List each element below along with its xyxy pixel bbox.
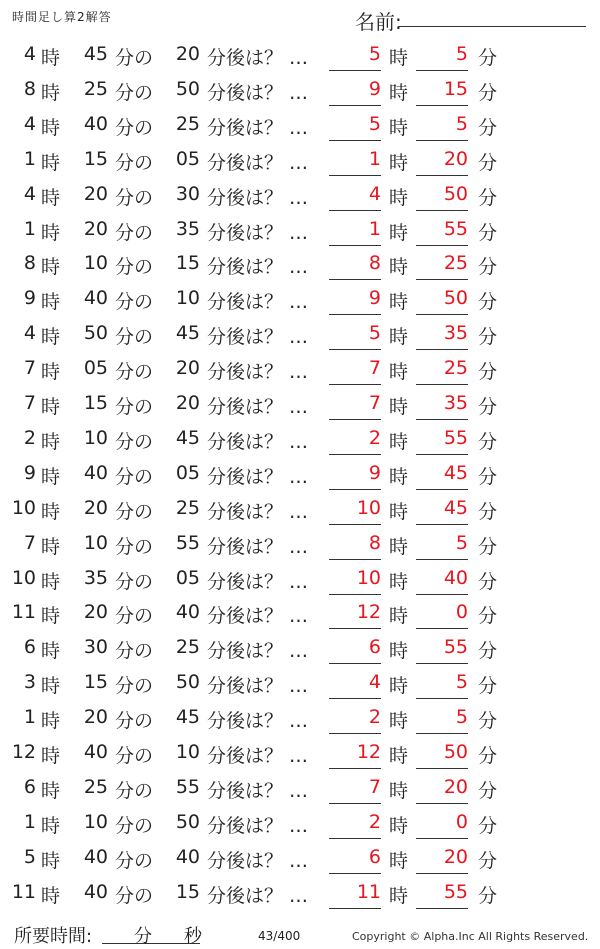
problem-start-hour: 11 bbox=[11, 880, 36, 903]
page-number: 43/400 bbox=[258, 929, 301, 943]
question-label: 分後は？ … bbox=[207, 884, 309, 907]
problem-start-minute: 10 bbox=[83, 426, 108, 449]
question-label: 分後は？ … bbox=[207, 465, 309, 488]
answer-hour-unit-label: 時 bbox=[389, 745, 409, 767]
question-label: 分後は？ … bbox=[207, 256, 309, 279]
question-label: 分後は？ … bbox=[207, 675, 309, 698]
answer-hour: 4 bbox=[329, 183, 381, 211]
minute-of-label: 分の bbox=[115, 675, 154, 698]
problem-start-hour: 3 bbox=[23, 671, 36, 694]
problem-row bbox=[0, 842, 600, 877]
answer-minute-unit-label: 分 bbox=[478, 745, 498, 767]
problem-start-hour: 7 bbox=[23, 392, 36, 414]
minute-of-label: 分の bbox=[115, 745, 154, 767]
answer-hour-unit-label: 時 bbox=[389, 710, 409, 733]
problem-start-minute: 35 bbox=[83, 566, 108, 589]
problem-start-minute: 15 bbox=[83, 671, 108, 694]
name-label: 名前: bbox=[355, 10, 402, 34]
question-label: 分後は？ … bbox=[207, 605, 309, 628]
answer-hour: 9 bbox=[329, 462, 381, 490]
problem-row bbox=[0, 179, 600, 214]
hour-label: 時 bbox=[41, 779, 61, 802]
question-label: 分後は？ … bbox=[207, 640, 309, 663]
answer-hour-unit-label: 時 bbox=[389, 465, 409, 488]
hour-label: 時 bbox=[41, 361, 61, 384]
question-label: 分後は？ … bbox=[207, 745, 309, 767]
answer-minute-unit-label: 分 bbox=[478, 81, 498, 104]
answer-hour: 2 bbox=[329, 811, 381, 839]
hour-label: 時 bbox=[41, 396, 61, 418]
problem-start-minute: 10 bbox=[83, 252, 108, 275]
hour-label: 時 bbox=[41, 710, 61, 733]
minute-of-label: 分の bbox=[115, 849, 154, 872]
answer-minute-unit-label: 分 bbox=[478, 361, 498, 384]
answer-minute: 20 bbox=[416, 776, 468, 804]
question-label: 分後は？ … bbox=[207, 291, 309, 314]
problem-start-minute: 45 bbox=[83, 43, 108, 65]
time-required-min-label: 分 bbox=[134, 926, 152, 947]
hour-label: 時 bbox=[41, 256, 61, 279]
answer-minute-unit-label: 分 bbox=[478, 465, 498, 488]
problem-add-minutes: 30 bbox=[175, 182, 200, 205]
answer-hour-unit-label: 時 bbox=[389, 535, 409, 558]
problem-add-minutes: 35 bbox=[175, 217, 200, 240]
minute-of-label: 分の bbox=[115, 710, 154, 733]
problem-start-minute: 15 bbox=[83, 147, 108, 170]
problem-start-hour: 8 bbox=[23, 252, 36, 275]
problem-start-hour: 9 bbox=[23, 287, 36, 310]
answer-minute: 50 bbox=[416, 183, 468, 211]
problem-start-minute: 20 bbox=[83, 182, 108, 205]
answer-hour: 12 bbox=[329, 741, 381, 769]
answer-hour: 5 bbox=[329, 113, 381, 141]
answer-minute: 5 bbox=[416, 43, 468, 71]
problem-start-hour: 4 bbox=[23, 43, 36, 65]
problem-start-minute: 30 bbox=[83, 636, 108, 659]
answer-hour-unit-label: 時 bbox=[389, 186, 409, 209]
answer-hour-unit-label: 時 bbox=[389, 884, 409, 907]
problem-start-hour: 1 bbox=[23, 147, 36, 170]
problem-add-minutes: 25 bbox=[175, 112, 200, 135]
answer-hour: 4 bbox=[329, 671, 381, 699]
question-label: 分後は？ … bbox=[207, 814, 309, 837]
problem-start-minute: 40 bbox=[83, 880, 108, 903]
problem-row bbox=[0, 563, 600, 598]
problem-start-hour: 1 bbox=[23, 217, 36, 240]
answer-hour: 9 bbox=[329, 78, 381, 106]
answer-hour: 2 bbox=[329, 706, 381, 734]
answer-minute: 20 bbox=[416, 846, 468, 874]
problem-start-minute: 20 bbox=[83, 601, 108, 624]
problem-start-hour: 4 bbox=[23, 322, 36, 345]
answer-minute-unit-label: 分 bbox=[478, 500, 498, 523]
problem-row bbox=[0, 109, 600, 144]
problem-start-hour: 7 bbox=[23, 357, 36, 380]
problem-add-minutes: 15 bbox=[175, 880, 200, 903]
problem-row bbox=[0, 318, 600, 353]
minute-of-label: 分の bbox=[115, 221, 154, 244]
answer-hour-unit-label: 時 bbox=[389, 361, 409, 384]
problem-start-hour: 4 bbox=[23, 182, 36, 205]
problem-row bbox=[0, 772, 600, 807]
problem-row bbox=[0, 807, 600, 842]
problem-add-minutes: 55 bbox=[175, 775, 200, 798]
answer-minute: 40 bbox=[416, 567, 468, 595]
problem-add-minutes: 50 bbox=[175, 810, 200, 833]
problem-add-minutes: 45 bbox=[175, 706, 200, 729]
problem-add-minutes: 25 bbox=[175, 636, 200, 659]
problem-start-hour: 11 bbox=[11, 601, 36, 624]
answer-minute-unit-label: 分 bbox=[478, 151, 498, 174]
answer-minute: 35 bbox=[416, 322, 468, 350]
minute-of-label: 分の bbox=[115, 81, 154, 104]
hour-label: 時 bbox=[41, 151, 61, 174]
minute-of-label: 分の bbox=[115, 465, 154, 488]
question-label: 分後は？ … bbox=[207, 151, 309, 174]
problem-start-minute: 20 bbox=[83, 706, 108, 729]
question-label: 分後は？ … bbox=[207, 326, 309, 349]
hour-label: 時 bbox=[41, 116, 61, 139]
answer-hour: 8 bbox=[329, 532, 381, 560]
answer-hour-unit-label: 時 bbox=[389, 849, 409, 872]
question-label: 分後は？ … bbox=[207, 779, 309, 802]
answer-minute: 50 bbox=[416, 741, 468, 769]
question-label: 分後は？ … bbox=[207, 430, 309, 453]
problem-start-hour: 10 bbox=[11, 566, 36, 589]
answer-hour: 10 bbox=[329, 567, 381, 595]
answer-minute: 45 bbox=[416, 497, 468, 525]
hour-label: 時 bbox=[41, 221, 61, 244]
answer-hour: 6 bbox=[329, 846, 381, 874]
answer-hour: 9 bbox=[329, 287, 381, 315]
hour-label: 時 bbox=[41, 47, 61, 69]
minute-of-label: 分の bbox=[115, 47, 154, 69]
problem-add-minutes: 55 bbox=[175, 531, 200, 554]
problem-start-minute: 40 bbox=[83, 741, 108, 763]
answer-hour: 6 bbox=[329, 636, 381, 664]
hour-label: 時 bbox=[41, 570, 61, 593]
problem-start-minute: 25 bbox=[83, 775, 108, 798]
question-label: 分後は？ … bbox=[207, 535, 309, 558]
problem-row bbox=[0, 458, 600, 493]
answer-hour: 2 bbox=[329, 427, 381, 455]
problem-row bbox=[0, 493, 600, 528]
problem-add-minutes: 15 bbox=[175, 252, 200, 275]
question-label: 分後は？ … bbox=[207, 570, 309, 593]
answer-hour-unit-label: 時 bbox=[389, 151, 409, 174]
problem-add-minutes: 05 bbox=[175, 147, 200, 170]
problem-add-minutes: 10 bbox=[175, 741, 200, 763]
name-field-line[interactable] bbox=[398, 26, 586, 27]
answer-hour-unit-label: 時 bbox=[389, 81, 409, 104]
answer-hour-unit-label: 時 bbox=[389, 326, 409, 349]
problem-start-hour: 6 bbox=[23, 636, 36, 659]
worksheet-title: 時間足し算2解答 bbox=[12, 10, 112, 24]
answer-hour-unit-label: 時 bbox=[389, 500, 409, 523]
hour-label: 時 bbox=[41, 675, 61, 698]
hour-label: 時 bbox=[41, 81, 61, 104]
answer-hour-unit-label: 時 bbox=[389, 221, 409, 244]
problem-start-hour: 6 bbox=[23, 775, 36, 798]
hour-label: 時 bbox=[41, 291, 61, 314]
question-label: 分後は？ … bbox=[207, 710, 309, 733]
problem-row bbox=[0, 283, 600, 318]
answer-minute-unit-label: 分 bbox=[478, 640, 498, 663]
time-required-sec-label: 秒 bbox=[184, 926, 202, 947]
problem-row bbox=[0, 353, 600, 388]
minute-of-label: 分の bbox=[115, 500, 154, 523]
problem-add-minutes: 20 bbox=[175, 392, 200, 414]
hour-label: 時 bbox=[41, 465, 61, 488]
answer-hour-unit-label: 時 bbox=[389, 256, 409, 279]
problem-row bbox=[0, 667, 600, 702]
problem-start-minute: 40 bbox=[83, 461, 108, 484]
answer-minute: 35 bbox=[416, 392, 468, 420]
problem-row bbox=[0, 74, 600, 109]
problem-start-hour: 12 bbox=[11, 741, 36, 763]
answer-minute: 45 bbox=[416, 462, 468, 490]
answer-hour: 10 bbox=[329, 497, 381, 525]
answer-minute-unit-label: 分 bbox=[478, 430, 498, 453]
minute-of-label: 分の bbox=[115, 361, 154, 384]
answer-hour-unit-label: 時 bbox=[389, 430, 409, 453]
answer-minute-unit-label: 分 bbox=[478, 396, 498, 418]
problem-row bbox=[0, 388, 600, 423]
answer-minute: 55 bbox=[416, 636, 468, 664]
problem-row bbox=[0, 702, 600, 737]
problem-row bbox=[0, 423, 600, 458]
minute-of-label: 分の bbox=[115, 396, 154, 418]
answer-minute: 5 bbox=[416, 532, 468, 560]
minute-of-label: 分の bbox=[115, 570, 154, 593]
answer-minute-unit-label: 分 bbox=[478, 710, 498, 733]
problem-add-minutes: 10 bbox=[175, 287, 200, 310]
minute-of-label: 分の bbox=[115, 779, 154, 802]
answer-hour: 1 bbox=[329, 218, 381, 246]
question-label: 分後は？ … bbox=[207, 186, 309, 209]
problem-start-minute: 10 bbox=[83, 810, 108, 833]
problem-row bbox=[0, 214, 600, 249]
answer-minute-unit-label: 分 bbox=[478, 291, 498, 314]
answer-hour: 5 bbox=[329, 322, 381, 350]
question-label: 分後は？ … bbox=[207, 47, 309, 69]
problem-add-minutes: 40 bbox=[175, 601, 200, 624]
hour-label: 時 bbox=[41, 640, 61, 663]
answer-minute: 50 bbox=[416, 287, 468, 315]
problem-start-hour: 10 bbox=[11, 496, 36, 519]
problem-add-minutes: 40 bbox=[175, 845, 200, 868]
answer-minute: 5 bbox=[416, 113, 468, 141]
problem-start-hour: 7 bbox=[23, 531, 36, 554]
problem-row bbox=[0, 248, 600, 283]
hour-label: 時 bbox=[41, 326, 61, 349]
problem-add-minutes: 20 bbox=[175, 43, 200, 65]
problem-start-hour: 5 bbox=[23, 845, 36, 868]
problem-start-minute: 25 bbox=[83, 77, 108, 100]
answer-hour-unit-label: 時 bbox=[389, 291, 409, 314]
answer-hour: 1 bbox=[329, 148, 381, 176]
answer-hour-unit-label: 時 bbox=[389, 675, 409, 698]
problem-start-minute: 20 bbox=[83, 496, 108, 519]
minute-of-label: 分の bbox=[115, 640, 154, 663]
question-label: 分後は？ … bbox=[207, 396, 309, 418]
problem-add-minutes: 05 bbox=[175, 566, 200, 589]
answer-hour-unit-label: 時 bbox=[389, 640, 409, 663]
problem-start-minute: 05 bbox=[83, 357, 108, 380]
problem-start-minute: 20 bbox=[83, 217, 108, 240]
problem-start-hour: 2 bbox=[23, 426, 36, 449]
answer-minute-unit-label: 分 bbox=[478, 256, 498, 279]
hour-label: 時 bbox=[41, 849, 61, 872]
minute-of-label: 分の bbox=[115, 535, 154, 558]
problem-add-minutes: 50 bbox=[175, 77, 200, 100]
minute-of-label: 分の bbox=[115, 291, 154, 314]
hour-label: 時 bbox=[41, 500, 61, 523]
question-label: 分後は？ … bbox=[207, 116, 309, 139]
question-label: 分後は？ … bbox=[207, 221, 309, 244]
answer-minute-unit-label: 分 bbox=[478, 605, 498, 628]
answer-hour: 7 bbox=[329, 357, 381, 385]
hour-label: 時 bbox=[41, 605, 61, 628]
minute-of-label: 分の bbox=[115, 256, 154, 279]
minute-of-label: 分の bbox=[115, 151, 154, 174]
minute-of-label: 分の bbox=[115, 326, 154, 349]
answer-hour-unit-label: 時 bbox=[389, 396, 409, 418]
answer-minute: 5 bbox=[416, 706, 468, 734]
hour-label: 時 bbox=[41, 884, 61, 907]
problem-start-hour: 1 bbox=[23, 706, 36, 729]
minute-of-label: 分の bbox=[115, 884, 154, 907]
answer-minute-unit-label: 分 bbox=[478, 779, 498, 802]
problem-start-minute: 40 bbox=[83, 287, 108, 310]
copyright-notice: Copyright © Alpha.Inc All Rights Reserved. bbox=[352, 930, 589, 943]
problem-row bbox=[0, 597, 600, 632]
answer-minute-unit-label: 分 bbox=[478, 675, 498, 698]
problem-row bbox=[0, 877, 600, 912]
problem-start-minute: 40 bbox=[83, 845, 108, 868]
answer-minute: 55 bbox=[416, 218, 468, 246]
answer-minute: 55 bbox=[416, 881, 468, 909]
minute-of-label: 分の bbox=[115, 116, 154, 139]
problem-row bbox=[0, 737, 600, 772]
hour-label: 時 bbox=[41, 430, 61, 453]
answer-minute-unit-label: 分 bbox=[478, 535, 498, 558]
problem-row bbox=[0, 144, 600, 179]
hour-label: 時 bbox=[41, 535, 61, 558]
answer-minute-unit-label: 分 bbox=[478, 221, 498, 244]
answer-minute-unit-label: 分 bbox=[478, 849, 498, 872]
answer-minute: 0 bbox=[416, 811, 468, 839]
answer-minute-unit-label: 分 bbox=[478, 814, 498, 837]
question-label: 分後は？ … bbox=[207, 361, 309, 384]
problem-add-minutes: 50 bbox=[175, 671, 200, 694]
problem-start-hour: 9 bbox=[23, 461, 36, 484]
problem-start-minute: 50 bbox=[83, 322, 108, 345]
answer-hour: 7 bbox=[329, 392, 381, 420]
problem-row bbox=[0, 528, 600, 563]
hour-label: 時 bbox=[41, 186, 61, 209]
problem-row bbox=[0, 39, 600, 74]
answer-minute-unit-label: 分 bbox=[478, 326, 498, 349]
answer-minute: 25 bbox=[416, 357, 468, 385]
answer-hour: 5 bbox=[329, 43, 381, 71]
answer-minute: 55 bbox=[416, 427, 468, 455]
minute-of-label: 分の bbox=[115, 814, 154, 837]
problem-start-minute: 10 bbox=[83, 531, 108, 554]
answer-minute: 15 bbox=[416, 78, 468, 106]
answer-hour: 12 bbox=[329, 601, 381, 629]
minute-of-label: 分の bbox=[115, 430, 154, 453]
minute-of-label: 分の bbox=[115, 605, 154, 628]
problem-add-minutes: 05 bbox=[175, 461, 200, 484]
problem-start-hour: 1 bbox=[23, 810, 36, 833]
hour-label: 時 bbox=[41, 814, 61, 837]
question-label: 分後は？ … bbox=[207, 81, 309, 104]
problem-start-minute: 40 bbox=[83, 112, 108, 135]
answer-hour-unit-label: 時 bbox=[389, 116, 409, 139]
answer-minute: 20 bbox=[416, 148, 468, 176]
question-label: 分後は？ … bbox=[207, 849, 309, 872]
answer-minute-unit-label: 分 bbox=[478, 116, 498, 139]
minute-of-label: 分の bbox=[115, 186, 154, 209]
hour-label: 時 bbox=[41, 745, 61, 767]
problem-add-minutes: 20 bbox=[175, 357, 200, 380]
answer-minute-unit-label: 分 bbox=[478, 884, 498, 907]
answer-hour: 7 bbox=[329, 776, 381, 804]
problem-add-minutes: 45 bbox=[175, 322, 200, 345]
answer-minute: 0 bbox=[416, 601, 468, 629]
problem-start-minute: 15 bbox=[83, 392, 108, 414]
answer-minute: 5 bbox=[416, 671, 468, 699]
answer-minute-unit-label: 分 bbox=[478, 570, 498, 593]
problem-add-minutes: 45 bbox=[175, 426, 200, 449]
question-label: 分後は？ … bbox=[207, 500, 309, 523]
answer-minute-unit-label: 分 bbox=[478, 47, 498, 69]
answer-hour: 8 bbox=[329, 252, 381, 280]
answer-hour-unit-label: 時 bbox=[389, 47, 409, 69]
answer-hour-unit-label: 時 bbox=[389, 779, 409, 802]
problem-start-hour: 8 bbox=[23, 77, 36, 100]
answer-hour-unit-label: 時 bbox=[389, 570, 409, 593]
answer-hour-unit-label: 時 bbox=[389, 605, 409, 628]
answer-minute: 25 bbox=[416, 252, 468, 280]
problem-add-minutes: 25 bbox=[175, 496, 200, 519]
time-required-label: 所要時間: bbox=[14, 926, 93, 947]
answer-minute-unit-label: 分 bbox=[478, 186, 498, 209]
problem-row bbox=[0, 632, 600, 667]
answer-hour: 11 bbox=[329, 881, 381, 909]
problem-start-hour: 4 bbox=[23, 112, 36, 135]
answer-hour-unit-label: 時 bbox=[389, 814, 409, 837]
